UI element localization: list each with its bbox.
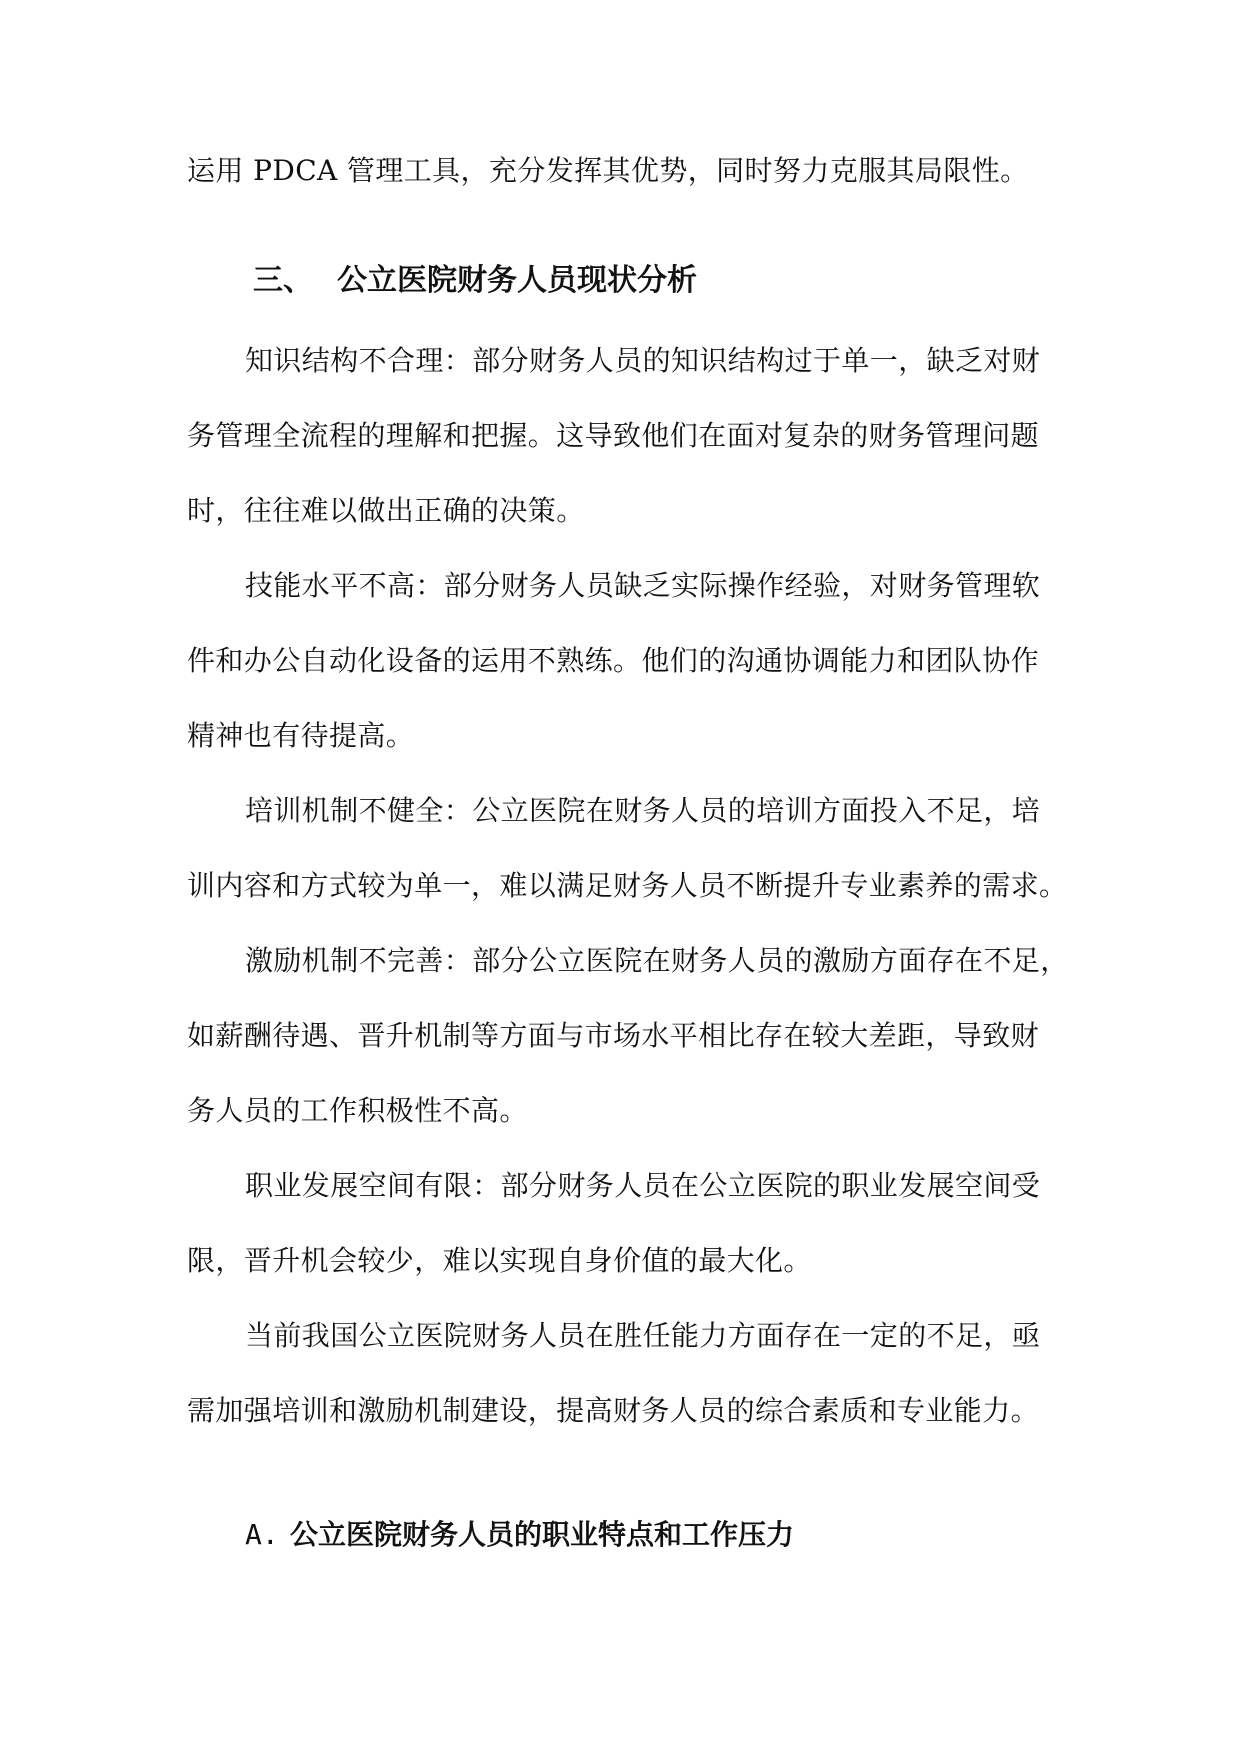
subsection-heading bbox=[245, 1515, 794, 1555]
paragraph-incentive-line-1: 激励机制不完善：部分公立医院在财务人员的激励方面存在不足， bbox=[245, 944, 1069, 977]
paragraph-summary-line-1: 当前我国公立医院财务人员在胜任能力方面存在一定的不足，亟 bbox=[245, 1319, 1041, 1352]
intro-line: 运用 PDCA 管理工具，充分发挥其优势，同时努力克服其局限性。 bbox=[187, 154, 1029, 187]
paragraph-career-line-2: 限，晋升机会较少，难以实现自身价值的最大化。 bbox=[187, 1244, 812, 1277]
paragraph-skills-line-3: 精神也有待提高。 bbox=[187, 719, 415, 752]
subsection-number: A. bbox=[245, 1518, 279, 1551]
paragraph-incentive-line-2: 如薪酬待遇、晋升机制等方面与市场水平相比存在较大差距，导致财 bbox=[187, 1019, 1040, 1052]
subsection-title: 公立医院财务人员的职业特点和工作压力 bbox=[290, 1518, 795, 1551]
section-heading bbox=[253, 261, 697, 301]
paragraph-incentive-line-3: 务人员的工作积极性不高。 bbox=[187, 1094, 528, 1127]
paragraph-training-line-1: 培训机制不健全：公立医院在财务人员的培训方面投入不足，培 bbox=[245, 794, 1041, 827]
section-number: 三、 bbox=[253, 263, 313, 298]
paragraph-skills-line-2: 件和办公自动化设备的运用不熟练。他们的沟通协调能力和团队协作 bbox=[187, 644, 1040, 677]
section-title: 公立医院财务人员现状分析 bbox=[337, 263, 697, 298]
paragraph-summary-line-2: 需加强培训和激励机制建设，提高财务人员的综合素质和专业能力。 bbox=[187, 1394, 1040, 1427]
paragraph-knowledge-line-1: 知识结构不合理：部分财务人员的知识结构过于单一，缺乏对财 bbox=[245, 344, 1041, 377]
paragraph-knowledge-line-3: 时，往往难以做出正确的决策。 bbox=[187, 494, 585, 527]
paragraph-skills-line-1: 技能水平不高：部分财务人员缺乏实际操作经验，对财务管理软 bbox=[245, 569, 1041, 602]
paragraph-knowledge-line-2: 务管理全流程的理解和把握。这导致他们在面对复杂的财务管理问题 bbox=[187, 419, 1040, 452]
paragraph-career-line-1: 职业发展空间有限：部分财务人员在公立医院的职业发展空间受 bbox=[245, 1169, 1041, 1202]
paragraph-training-line-2: 训内容和方式较为单一，难以满足财务人员不断提升专业素养的需求。 bbox=[187, 869, 1068, 902]
